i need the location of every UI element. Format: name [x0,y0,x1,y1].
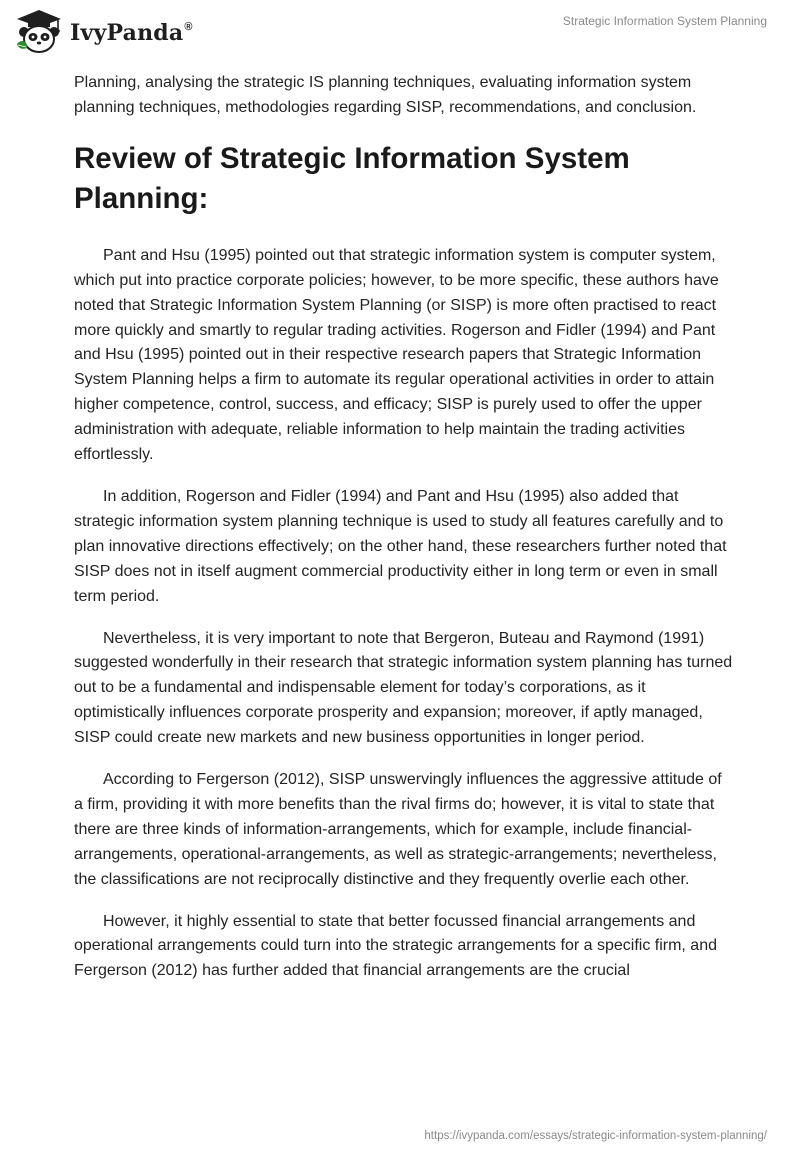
essay-body [74,71,734,1001]
body-paragraph: Pant and Hsu (1995) pointed out that strategic information system is computer system, which put into practice corporate policies; however, to be more specific, these authors have noted that Strategic Information System Planning (or SISP) is more often practised to react more quickly and smartly to regular trading activities. Rogerson and Fidler (1994) and Pant and Hsu (1995) pointed out in their respective research papers that Strategic Information System Planning helps a firm to automate its regular operational activities in order to attain higher competence, control, success, and efficacy; SISP is purely used to offer the upper administration with adequate, reliable information to help maintain the trading activities effortlessly. [74,246,719,464]
section-heading: Review of Strategic Information System Planning: [74,141,630,215]
body-paragraph: Nevertheless, it is very important to note that Bergeron, Buteau and Raymond (1991) suggested wonderfully in their research that strategic information system planning has turned out to be a fundamental and indispensable element for today’s corporations, as it optimistically influences corporate prosperity and expansion; moreover, if aptly managed, SISP could create new markets and new business opportunities in longer period. [74,629,733,747]
source-url[interactable]: https://ivypanda.com/essays/strategic-information-system-planning/ [424,1130,767,1142]
body-paragraph: In addition, Rogerson and Fidler (1994) and Pant and Hsu (1995) also added that strategic information system planning technique is used to study all features carefully and to plan innovative directions effectively; on the other hand, these researchers further noted that SISP does not in itself augment commercial productivity either in long term or even in small term period. [74,487,727,605]
panda-graduation-cap-logo-icon [14,8,64,56]
document-title: Strategic Information System Planning [562,14,767,28]
brand-name: IvyPanda® [70,20,193,46]
page-header [0,0,800,64]
body-paragraph: However, it highly essential to state that better focussed financial arrangements and operational arrangements could turn into the strategic arrangements for a specific firm, and Fergerson (2012) has further added that financial arrangements are the crucial [74,912,717,980]
intro-paragraph: Planning, analysing the strategic IS planning techniques, evaluating information system planning techniques, methodologies regarding SISP, recommendations, and conclusion. [74,74,697,116]
brand-logo[interactable] [14,8,193,56]
body-paragraph: According to Fergerson (2012), SISP unswervingly influences the aggressive attitude of a firm, providing it with more benefits than the rival firms do; however, it is vital to state that there are three kinds of information-arrangements, which for example, include financial-arrangements, operational-arrangements, as well as strategic-arrangements; nevertheless, the classifications are not reciprocally distinctive and they frequently overlie each other. [74,771,722,888]
registered-mark: ® [184,20,193,33]
